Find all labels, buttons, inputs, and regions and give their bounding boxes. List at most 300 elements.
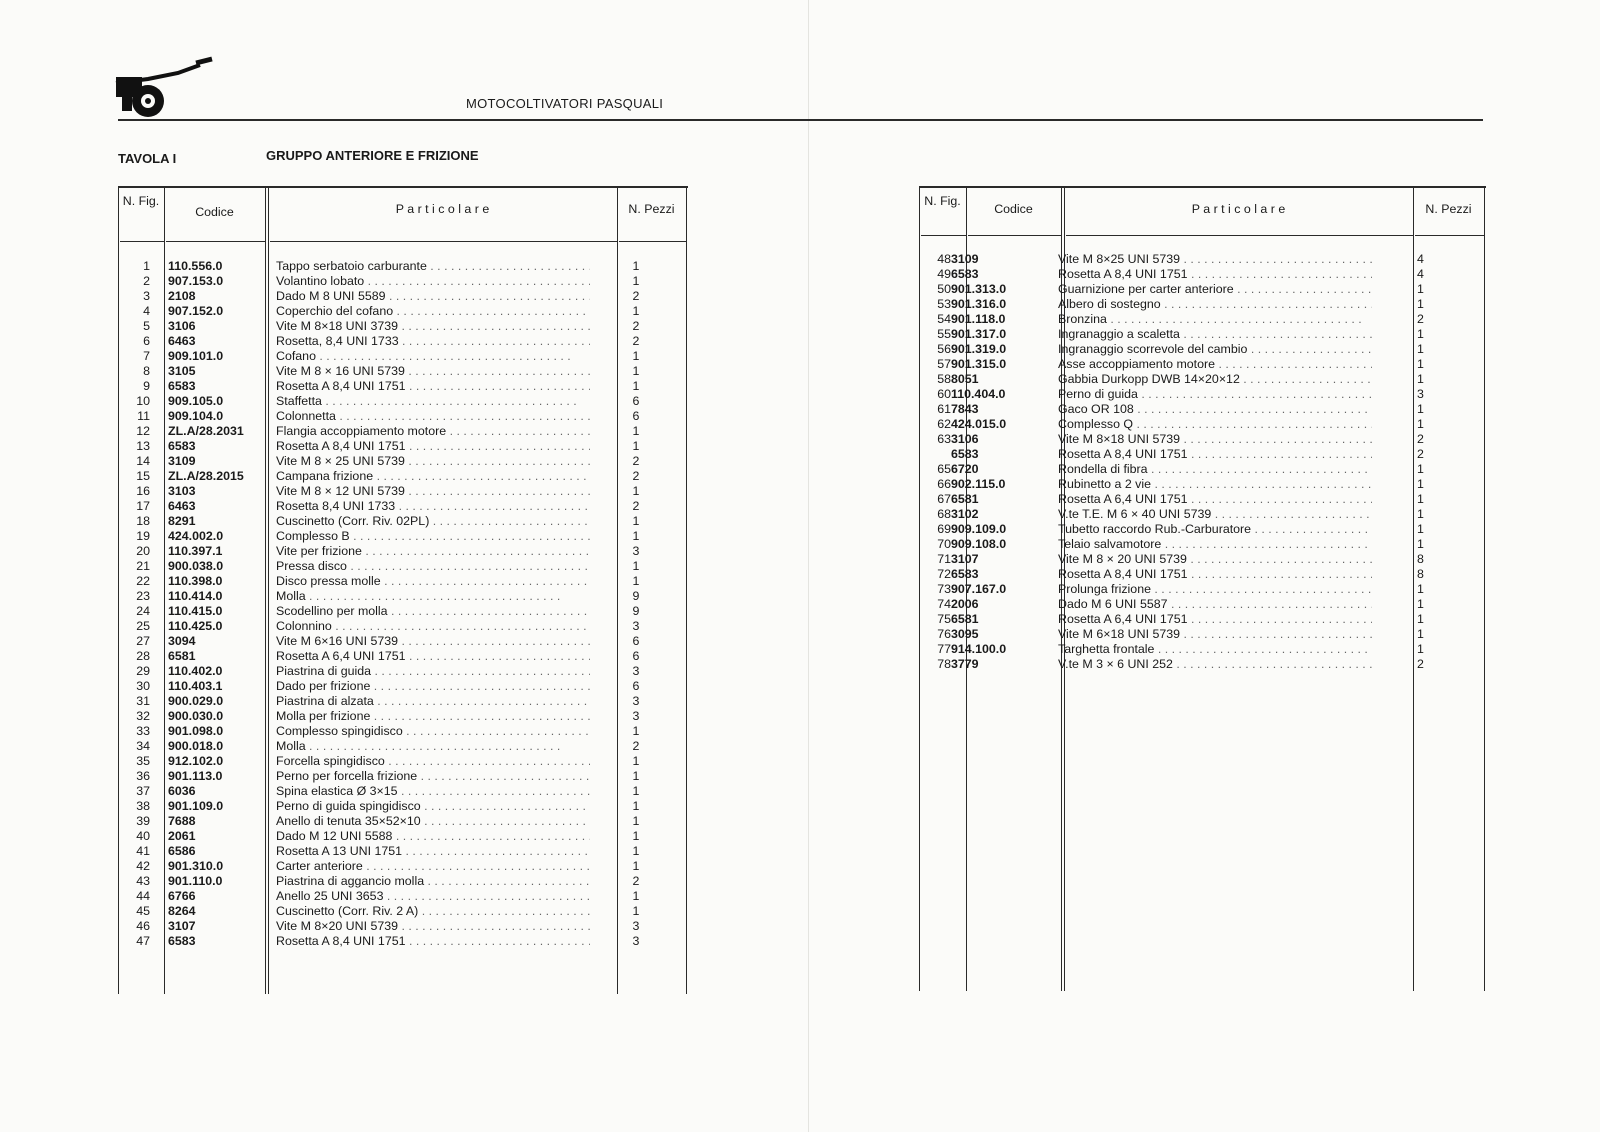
fig-number: 36 xyxy=(136,769,150,783)
part-quantity: 1 xyxy=(1417,327,1424,341)
fig-number: 28 xyxy=(136,649,150,663)
fig-number: 24 xyxy=(136,604,150,618)
header-codice: Codice xyxy=(195,205,234,219)
part-description: Perno di guida spingidisco . . . xyxy=(276,799,590,814)
table-top-rule xyxy=(118,186,688,188)
fig-number: 1 xyxy=(143,259,150,273)
part-code: 3102 xyxy=(951,507,979,521)
fig-number: 61 xyxy=(937,402,951,416)
table-row xyxy=(919,522,1486,537)
part-description: Dado per frizione . . . xyxy=(276,679,590,694)
part-quantity: 4 xyxy=(1417,267,1424,281)
part-code: 909.105.0 xyxy=(168,394,224,408)
table-row xyxy=(118,784,688,799)
fig-number: 7 xyxy=(143,349,150,363)
part-quantity: 3 xyxy=(632,619,640,633)
part-description: Ingranaggio a scaletta . . . xyxy=(1058,327,1372,342)
fig-number: 46 xyxy=(136,919,150,933)
part-description: Rubinetto a 2 vie . . . xyxy=(1058,477,1372,492)
part-description: Vite M 6×18 UNI 5739 . . . xyxy=(1058,627,1372,642)
part-description: Ingranaggio scorrevole del cambio . . . xyxy=(1058,342,1372,357)
part-description: Dado M 6 UNI 5587 . . . xyxy=(1058,597,1372,612)
part-code: 2108 xyxy=(168,289,196,303)
part-code: 2061 xyxy=(168,829,196,843)
part-quantity: 3 xyxy=(1417,387,1424,401)
table-row xyxy=(118,499,688,514)
table-row xyxy=(919,357,1486,372)
table-row xyxy=(118,844,688,859)
part-description: Tappo serbatoio carburante . . . xyxy=(276,259,590,274)
fig-number: 47 xyxy=(136,934,150,948)
table-top-rule xyxy=(919,186,1486,188)
part-description: Vite M 8 × 16 UNI 5739 . . . xyxy=(276,364,590,379)
part-quantity: 1 xyxy=(1417,462,1424,476)
part-code: 8291 xyxy=(168,514,196,528)
part-quantity: 2 xyxy=(632,469,640,483)
table-row xyxy=(919,552,1486,567)
table-row xyxy=(118,364,688,379)
fig-number: 12 xyxy=(136,424,150,438)
part-code: 110.415.0 xyxy=(168,604,223,618)
part-quantity: 1 xyxy=(1417,492,1424,506)
part-code: 6581 xyxy=(168,649,196,663)
part-quantity: 2 xyxy=(632,334,640,348)
part-code: 6583 xyxy=(951,267,979,281)
part-quantity: 1 xyxy=(632,304,640,318)
part-description: Anello 25 UNI 3653 . . . xyxy=(276,889,590,904)
part-description: Tubetto raccordo Rub.-Carburatore . . . xyxy=(1058,522,1372,537)
part-quantity: 6 xyxy=(632,634,640,648)
page-gutter xyxy=(808,0,809,1132)
table-row xyxy=(118,664,688,679)
table-row xyxy=(118,514,688,529)
part-quantity: 1 xyxy=(632,259,640,273)
part-description: Targhetta frontale . . . xyxy=(1058,642,1372,657)
fig-number: 72 xyxy=(937,567,951,581)
fig-number: 29 xyxy=(136,664,150,678)
part-description: Piastrina di alzata . . . xyxy=(276,694,590,709)
part-quantity: 1 xyxy=(632,724,640,738)
tractor-logo-icon xyxy=(108,55,218,125)
fig-number: 18 xyxy=(136,514,150,528)
part-code: 6581 xyxy=(951,612,979,626)
part-description: Bronzina . . . xyxy=(1058,312,1372,327)
part-code: 901.317.0 xyxy=(951,327,1007,341)
part-description: Telaio salvamotore . . . xyxy=(1058,537,1372,552)
part-code: 914.100.0 xyxy=(951,642,1007,656)
part-description: Vite M 8×18 UNI 3739 . . . xyxy=(276,319,590,334)
table-row xyxy=(919,252,1486,267)
part-description: Rosetta A 8,4 UNI 1751 . . . xyxy=(276,934,590,949)
part-quantity: 1 xyxy=(632,529,640,543)
part-quantity: 1 xyxy=(632,904,640,918)
fig-number: 43 xyxy=(136,874,150,888)
part-quantity: 6 xyxy=(632,649,640,663)
part-quantity: 1 xyxy=(632,799,640,813)
part-description: Vite M 8 × 20 UNI 5739 . . . xyxy=(1058,552,1372,567)
part-quantity: 1 xyxy=(632,859,640,873)
part-code: 110.398.0 xyxy=(168,574,223,588)
part-code: 110.556.0 xyxy=(168,259,223,273)
part-quantity: 6 xyxy=(632,394,640,408)
table-row xyxy=(118,739,688,754)
header-underline xyxy=(968,235,1061,236)
table-row xyxy=(118,859,688,874)
part-code: 6583 xyxy=(951,567,979,581)
table-row xyxy=(118,874,688,889)
table-row xyxy=(118,604,688,619)
part-description: Piastrina di aggancio molla . . . xyxy=(276,874,590,889)
part-quantity: 1 xyxy=(1417,342,1424,356)
part-description: Rondella di fibra . . . xyxy=(1058,462,1372,477)
table-row xyxy=(919,402,1486,417)
part-code: 6766 xyxy=(168,889,196,903)
part-description: Colonnetta . . . xyxy=(276,409,590,424)
part-quantity: 3 xyxy=(632,709,640,723)
table-row xyxy=(118,319,688,334)
part-code: 6581 xyxy=(951,492,979,506)
part-quantity: 1 xyxy=(632,829,640,843)
part-code: 3107 xyxy=(951,552,979,566)
part-description: Rosetta A 6,4 UNI 1751 . . . xyxy=(1058,612,1372,627)
part-description: Anello di tenuta 35×52×10 . . . xyxy=(276,814,590,829)
part-quantity: 1 xyxy=(1417,507,1424,521)
fig-number: 74 xyxy=(937,597,951,611)
part-quantity: 1 xyxy=(632,769,640,783)
part-code: 3095 xyxy=(951,627,979,641)
fig-number: 8 xyxy=(143,364,150,378)
part-code: 901.110.0 xyxy=(168,874,223,888)
fig-number: 35 xyxy=(136,754,150,768)
part-code: 909.108.0 xyxy=(951,537,1007,551)
header-rule xyxy=(118,119,1483,121)
table-row xyxy=(919,477,1486,492)
fig-number: 11 xyxy=(137,409,150,423)
part-description: Complesso Q . . . xyxy=(1058,417,1372,432)
part-quantity: 1 xyxy=(632,379,640,393)
table-row xyxy=(118,304,688,319)
fig-number: 38 xyxy=(136,799,150,813)
part-code: 110.425.0 xyxy=(168,619,223,633)
part-code: 900.018.0 xyxy=(168,739,224,753)
part-description: Cofano . . . xyxy=(276,349,590,364)
table-row xyxy=(118,409,688,424)
part-description: Albero di sostegno . . . xyxy=(1058,297,1372,312)
part-description: Volantino lobato . . . xyxy=(276,274,590,289)
fig-number: 40 xyxy=(136,829,150,843)
part-description: V.te T.E. M 6 × 40 UNI 5739 . . . xyxy=(1058,507,1372,522)
part-quantity: 1 xyxy=(632,439,640,453)
table-row xyxy=(118,529,688,544)
fig-number: 13 xyxy=(136,439,150,453)
part-description: Pressa disco . . . xyxy=(276,559,590,574)
part-quantity: 6 xyxy=(632,679,640,693)
part-quantity: 1 xyxy=(1417,612,1424,626)
fig-number: 34 xyxy=(136,739,150,753)
fig-number: 25 xyxy=(136,619,150,633)
table-row xyxy=(118,334,688,349)
table-row xyxy=(919,282,1486,297)
part-description: Vite M 8×18 UNI 5739 . . . xyxy=(1058,432,1372,447)
table-row xyxy=(118,769,688,784)
part-code: 3107 xyxy=(168,919,196,933)
part-description: Disco pressa molle . . . xyxy=(276,574,590,589)
table-row xyxy=(118,484,688,499)
part-description: V.te M 3 × 6 UNI 252 . . . xyxy=(1058,657,1372,672)
table-row xyxy=(919,342,1486,357)
part-code: 909.109.0 xyxy=(951,522,1007,536)
part-quantity: 2 xyxy=(632,739,640,753)
part-quantity: 1 xyxy=(1417,642,1424,656)
fig-number: 62 xyxy=(937,417,951,431)
fig-number: 57 xyxy=(937,357,951,371)
part-quantity: 1 xyxy=(632,754,640,768)
table-row xyxy=(118,259,688,274)
part-quantity: 2 xyxy=(632,454,640,468)
part-quantity: 1 xyxy=(1417,627,1424,641)
part-description: Vite M 6×16 UNI 5739 . . . xyxy=(276,634,590,649)
parts-table-right xyxy=(919,186,1486,991)
part-quantity: 9 xyxy=(632,604,640,618)
fig-number: 37 xyxy=(136,784,150,798)
fig-number: 44 xyxy=(136,889,150,903)
part-quantity: 1 xyxy=(1417,297,1424,311)
header-codice: Codice xyxy=(994,202,1033,216)
part-code: 900.038.0 xyxy=(168,559,224,573)
part-quantity: 1 xyxy=(632,274,640,288)
part-description: Piastrina di guida . . . xyxy=(276,664,590,679)
table-row xyxy=(118,799,688,814)
fig-number: 70 xyxy=(937,537,951,551)
table-row xyxy=(118,694,688,709)
table-row xyxy=(118,634,688,649)
part-description: Rosetta A 8,4 UNI 1751 . . . xyxy=(276,379,590,394)
table-row xyxy=(919,312,1486,327)
header-particolare: P a r t i c o l a r e xyxy=(1191,202,1286,216)
part-quantity: 1 xyxy=(1417,357,1424,371)
table-row xyxy=(118,544,688,559)
part-code: 902.115.0 xyxy=(951,477,1006,491)
tavola-label: TAVOLA I xyxy=(118,151,177,166)
part-description: Vite M 8×25 UNI 5739 . . . xyxy=(1058,252,1372,267)
fig-number: 31 xyxy=(136,694,150,708)
part-quantity: 1 xyxy=(632,364,640,378)
part-quantity: 2 xyxy=(632,499,640,513)
header-underline xyxy=(166,241,265,242)
table-row xyxy=(118,469,688,484)
part-description: Scodellino per molla . . . xyxy=(276,604,590,619)
header-underline xyxy=(1066,235,1413,236)
part-description: Molla per frizione . . . xyxy=(276,709,590,724)
fig-number: 6 xyxy=(143,334,150,348)
part-code: 8264 xyxy=(168,904,196,918)
fig-number: 53 xyxy=(937,297,951,311)
table-row xyxy=(919,657,1486,672)
part-code: 3103 xyxy=(168,484,196,498)
part-description: Staffetta . . . xyxy=(276,394,590,409)
part-code: 900.029.0 xyxy=(168,694,224,708)
part-description: Rosetta A 13 UNI 1751 . . . xyxy=(276,844,590,859)
part-code: 901.316.0 xyxy=(951,297,1007,311)
table-row xyxy=(919,327,1486,342)
table-row xyxy=(118,424,688,439)
part-quantity: 2 xyxy=(632,319,640,333)
part-description: Dado M 12 UNI 5588 . . . xyxy=(276,829,590,844)
part-description: Rosetta A 6,4 UNI 1751 . . . xyxy=(276,649,590,664)
part-description: Coperchio del cofano . . . xyxy=(276,304,590,319)
parts-table-left xyxy=(118,186,688,994)
part-code: 110.403.1 xyxy=(168,679,223,693)
part-quantity: 1 xyxy=(632,424,640,438)
part-quantity: 1 xyxy=(1417,537,1424,551)
part-code: 901.313.0 xyxy=(951,282,1007,296)
part-code: 6036 xyxy=(168,784,196,798)
table-row xyxy=(118,589,688,604)
part-code: 900.030.0 xyxy=(168,709,224,723)
part-code: 6720 xyxy=(951,462,979,476)
part-quantity: 2 xyxy=(1417,432,1424,446)
section-title: GRUPPO ANTERIORE E FRIZIONE xyxy=(266,148,479,163)
part-description: Rosetta 8,4 UNI 1733 . . . xyxy=(276,499,590,514)
part-quantity: 3 xyxy=(632,934,640,948)
part-description: Vite M 8 × 25 UNI 5739 . . . xyxy=(276,454,590,469)
part-description: Cuscinetto (Corr. Riv. 02PL) . . . xyxy=(276,514,590,529)
part-quantity: 1 xyxy=(632,574,640,588)
part-quantity: 1 xyxy=(632,814,640,828)
part-quantity: 9 xyxy=(632,589,640,603)
fig-number: 55 xyxy=(937,327,951,341)
fig-number: 73 xyxy=(937,582,951,596)
part-description: Molla . . . xyxy=(276,589,590,604)
fig-number: 32 xyxy=(136,709,150,723)
part-code: 7688 xyxy=(168,814,196,828)
table-row xyxy=(118,454,688,469)
part-code: 3109 xyxy=(168,454,196,468)
fig-number: 27 xyxy=(136,634,150,648)
part-description: Gaco OR 108 . . . xyxy=(1058,402,1372,417)
part-code: 110.414.0 xyxy=(168,589,223,603)
table-row xyxy=(919,612,1486,627)
fig-number: 67 xyxy=(937,492,951,506)
table-row xyxy=(919,537,1486,552)
part-quantity: 3 xyxy=(632,544,640,558)
part-code: ZL.A/28.2015 xyxy=(168,469,244,483)
part-quantity: 1 xyxy=(1417,522,1424,536)
fig-number: 65 xyxy=(937,462,951,476)
part-code: 6583 xyxy=(168,439,196,453)
part-description: Perno per forcella frizione . . . xyxy=(276,769,590,784)
part-quantity: 1 xyxy=(1417,417,1424,431)
part-code: 3109 xyxy=(951,252,979,266)
table-row xyxy=(919,492,1486,507)
fig-number: 21 xyxy=(136,559,150,573)
fig-number: 54 xyxy=(937,312,951,326)
table-row xyxy=(118,724,688,739)
part-quantity: 3 xyxy=(632,694,640,708)
header-particolare: P a r t i c o l a r e xyxy=(395,202,490,216)
table-row xyxy=(118,754,688,769)
part-code: 907.153.0 xyxy=(168,274,224,288)
fig-number: 78 xyxy=(937,657,951,671)
part-description: Colonnino . . . xyxy=(276,619,590,634)
part-quantity: 2 xyxy=(1417,657,1424,671)
table-row xyxy=(919,567,1486,582)
fig-number: 58 xyxy=(937,372,951,386)
fig-number: 68 xyxy=(937,507,951,521)
brand-title: MOTOCOLTIVATORI PASQUALI xyxy=(466,96,664,111)
fig-number: 20 xyxy=(136,544,150,558)
part-quantity: 4 xyxy=(1417,252,1424,266)
table-row xyxy=(118,904,688,919)
table-row xyxy=(118,574,688,589)
part-description: Flangia accoppiamento motore . . . xyxy=(276,424,590,439)
part-quantity: 2 xyxy=(632,874,640,888)
table-row xyxy=(118,559,688,574)
fig-number: 63 xyxy=(937,432,951,446)
part-code: 6583 xyxy=(168,934,196,948)
table-row xyxy=(118,394,688,409)
table-row xyxy=(118,649,688,664)
fig-number: 9 xyxy=(143,379,150,393)
part-code: 907.152.0 xyxy=(168,304,224,318)
fig-number: 50 xyxy=(937,282,951,296)
fig-number: 71 xyxy=(937,552,951,566)
fig-number: 41 xyxy=(136,844,150,858)
part-code: 3105 xyxy=(168,364,196,378)
fig-number: 3 xyxy=(143,289,150,303)
fig-number: 16 xyxy=(136,484,150,498)
table-row xyxy=(118,829,688,844)
part-description: Spina elastica Ø 3×15 . . . xyxy=(276,784,590,799)
part-description: Carter anteriore . . . xyxy=(276,859,590,874)
part-quantity: 1 xyxy=(1417,582,1424,596)
part-quantity: 1 xyxy=(1417,402,1424,416)
header-pezzi: N. Pezzi xyxy=(628,202,675,216)
part-code: 6463 xyxy=(168,334,196,348)
part-code: 424.002.0 xyxy=(168,529,224,543)
fig-number: 77 xyxy=(937,642,951,656)
table-row xyxy=(919,507,1486,522)
table-row xyxy=(118,889,688,904)
part-description: Cuscinetto (Corr. Riv. 2 A) . . . xyxy=(276,904,590,919)
part-code: 7843 xyxy=(951,402,979,416)
part-quantity: 2 xyxy=(1417,447,1424,461)
fig-number: 60 xyxy=(937,387,951,401)
fig-number: 23 xyxy=(136,589,150,603)
part-code: 6583 xyxy=(168,379,196,393)
fig-number: 49 xyxy=(937,267,951,281)
part-code: 901.315.0 xyxy=(951,357,1007,371)
part-code: 909.104.0 xyxy=(168,409,224,423)
part-code: 901.109.0 xyxy=(168,799,224,813)
table-row xyxy=(919,627,1486,642)
part-code: 901.113.0 xyxy=(168,769,223,783)
header-underline xyxy=(619,241,686,242)
part-quantity: 1 xyxy=(1417,477,1424,491)
fig-number: 2 xyxy=(143,274,150,288)
table-row xyxy=(118,814,688,829)
part-description: Campana frizione . . . xyxy=(276,469,590,484)
part-code: 909.101.0 xyxy=(168,349,224,363)
fig-number: 33 xyxy=(136,724,150,738)
table-row xyxy=(919,267,1486,282)
part-quantity: 1 xyxy=(632,349,640,363)
part-code: 110.402.0 xyxy=(168,664,223,678)
part-code: 3094 xyxy=(168,634,196,648)
part-description: Rosetta A 6,4 UNI 1751 . . . xyxy=(1058,492,1372,507)
header-fig: N. Fig. xyxy=(924,194,961,208)
fig-number: 48 xyxy=(937,252,951,266)
